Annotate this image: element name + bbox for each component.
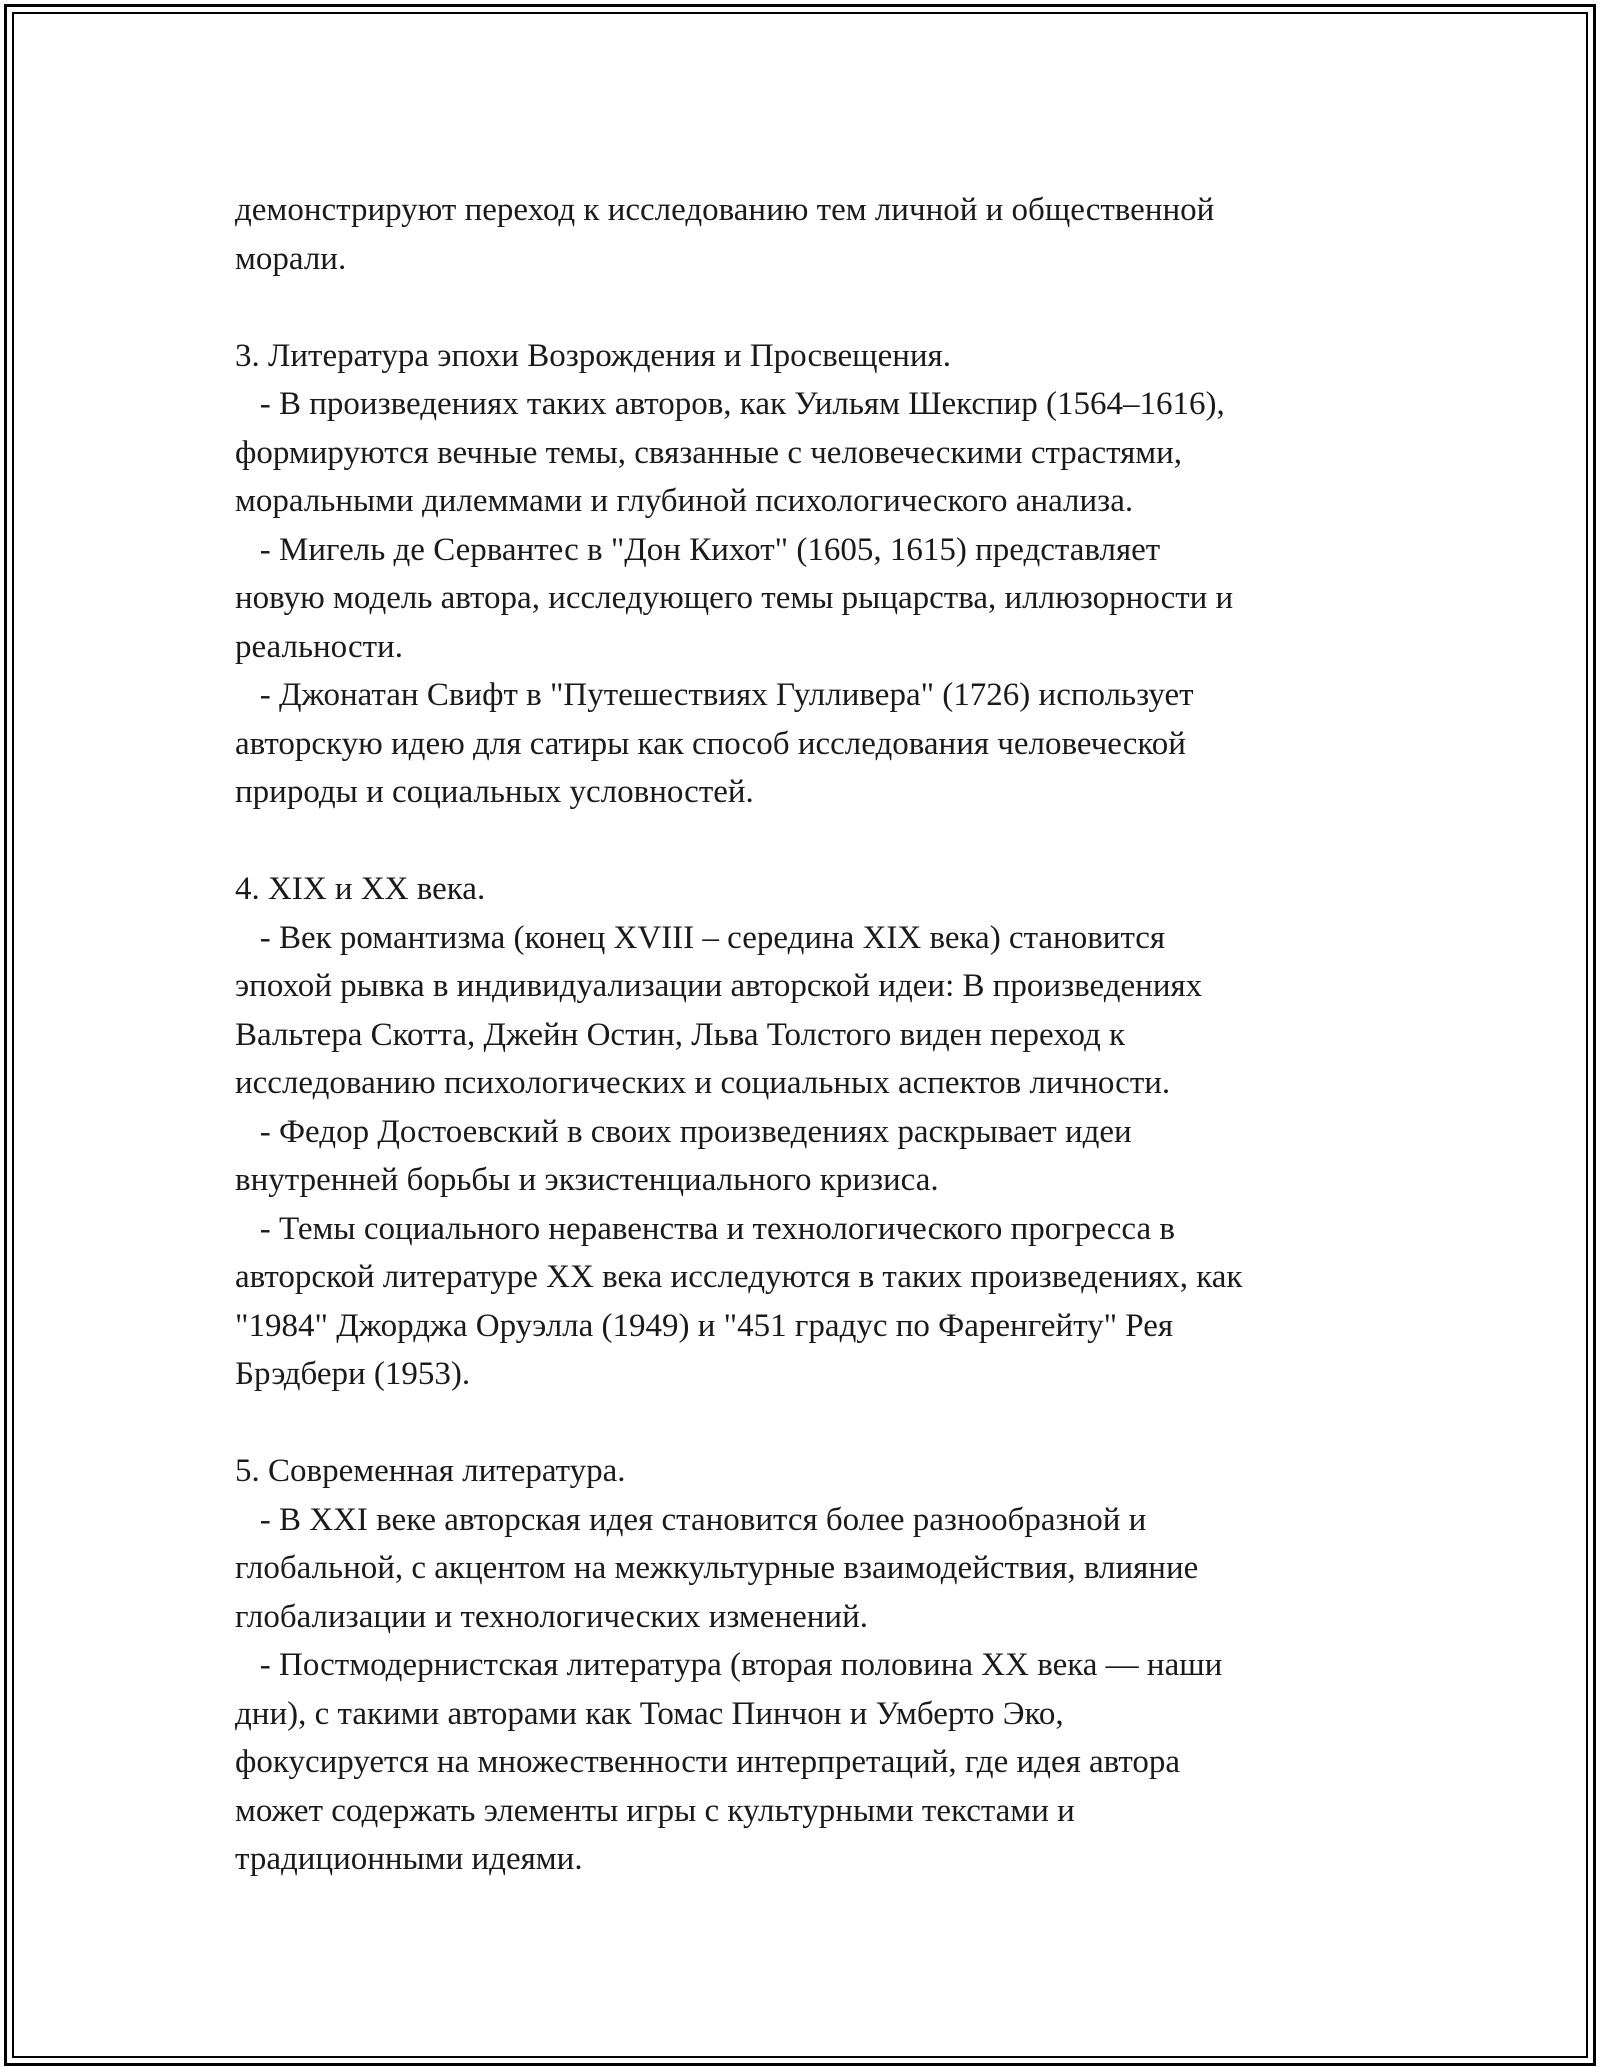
text-line: глобализации и технологических изменений. xyxy=(235,1598,868,1635)
text-line: внутренней борьбы и экзистенциального кризиса. xyxy=(235,1162,939,1198)
text-line: - В XXI веке авторская идея становится более разнообразной и xyxy=(235,1501,1147,1538)
text-line: Брэдбери (1953). xyxy=(235,1356,471,1392)
paragraph-spacer xyxy=(235,283,1415,332)
text-line: авторскую идею для сатиры как способ исследования человеческой xyxy=(235,725,1186,762)
text-line: моральными дилеммами и глубиной психологического анализа. xyxy=(235,483,1134,519)
text-line: "1984" Джорджа Оруэлла (1949) и "451 градус по Фаренгейту" Рея xyxy=(235,1307,1174,1344)
paragraph-spacer xyxy=(235,817,1415,866)
section-renaissance-enlightenment xyxy=(235,332,1415,817)
text-line: исследованию психологических и социальных аспектов личности. xyxy=(235,1065,1171,1101)
document-body xyxy=(235,186,1415,1884)
section-heading: 5. Современная литература. xyxy=(235,1453,626,1489)
text-line: - Постмодернистская литература (вторая половина XX века — наши xyxy=(235,1647,1223,1683)
text-line: - Темы социального неравенства и технологического прогресса в xyxy=(235,1210,1175,1247)
text-line: - Федор Достоевский в своих произведениях раскрывает идеи xyxy=(235,1113,1132,1150)
text-line: природы и социальных условностей. xyxy=(235,774,754,810)
text-line: фокусируется на множественности интерпретаций, где идея автора xyxy=(235,1744,1181,1780)
paragraph-spacer xyxy=(235,1399,1415,1448)
text-line: - Джонатан Свифт в "Путешествиях Гулливера" (1726) использует xyxy=(235,677,1194,713)
section-heading: 3. Литература эпохи Возрождения и Просвещения. xyxy=(235,337,951,374)
text-line: новую модель автора, исследующего темы рыцарства, иллюзорности и xyxy=(235,580,1234,616)
text-line: может содержать элементы игры с культурными текстами и xyxy=(235,1792,1075,1829)
text-line: морали. xyxy=(235,240,347,277)
text-line: - Мигель де Сервантес в "Дон Кихот" (1605, 1615) представляет xyxy=(235,531,1161,568)
section-heading: 4. XIX и XX века. xyxy=(235,871,486,907)
text-line: формируются вечные темы, связанные с человеческими страстями, xyxy=(235,434,1183,471)
section-modern-literature xyxy=(235,1447,1415,1884)
text-line: демонстрируют переход к исследованию тем личной и общественной xyxy=(235,192,1215,228)
text-line: дни), с такими авторами как Томас Пинчон и Умберто Эко, xyxy=(235,1695,1064,1732)
text-line: авторской литературе XX века исследуются в таких произведениях, как xyxy=(235,1259,1243,1295)
text-line: глобальной, с акцентом на межкультурные взаимодействия, влияние xyxy=(235,1550,1199,1586)
text-line: - Век романтизма (конец XVIII – середина XIX века) становится xyxy=(235,919,1166,956)
text-line: Вальтера Скотта, Джейн Остин, Льва Толстого виден переход к xyxy=(235,1016,1126,1053)
text-line: эпохой рывка в индивидуализации авторской идеи: В произведениях xyxy=(235,968,1203,1004)
text-line: традиционными идеями. xyxy=(235,1841,583,1877)
text-line: реальности. xyxy=(235,628,403,665)
text-line: - В произведениях таких авторов, как Уильям Шекспир (1564–1616), xyxy=(235,386,1225,422)
paragraph-intro-continuation xyxy=(235,186,1415,283)
section-19th-20th-centuries xyxy=(235,865,1415,1399)
